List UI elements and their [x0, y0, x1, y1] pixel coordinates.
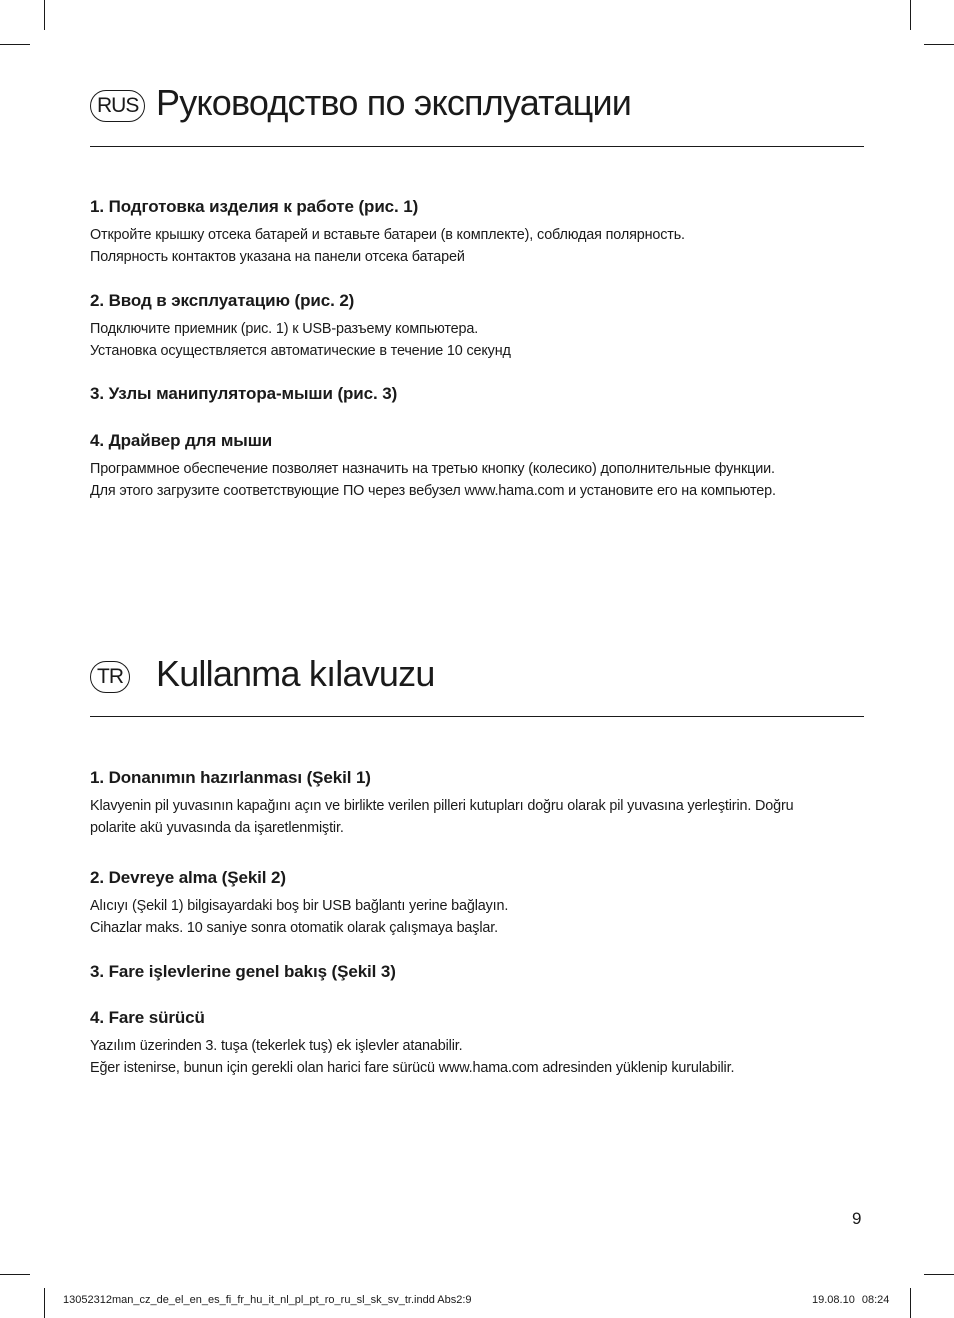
tr-section-1 [90, 768, 864, 839]
crop-mark-bottom-left [0, 1274, 30, 1275]
rus-section-3 [90, 384, 864, 404]
body-line: Alıcıyı (Şekil 1) bilgisayardaki boş bir USB bağlantı yerine bağlayın. [90, 898, 509, 914]
footer-date: 19.08.10 08:24 [812, 1294, 890, 1306]
body-line: Полярность контактов указана на панели отсека батарей [90, 248, 465, 265]
body-line: Подключите приемник (рис. 1) к USB-разъему компьютера. [90, 321, 479, 337]
body-line: Программное обеспечение позволяет назначить на третью кнопку (колесико) дополнительные функции. [90, 461, 775, 477]
tr-section-2 [90, 868, 864, 939]
section-body [90, 459, 864, 502]
crop-mark-top-left [0, 44, 30, 45]
rus-header-rule [90, 146, 864, 147]
crop-mark-top-right [924, 44, 954, 45]
body-line: Yazılım üzerinden 3. tuşa (tekerlek tuş) ek işlevler atanabilir. [90, 1038, 463, 1054]
rus-section-1 [90, 197, 864, 268]
rus-page-title: Руководство по эксплуатации [156, 82, 632, 123]
tr-section-4 [90, 1008, 864, 1079]
body-line: Eğer istenirse, bunun için gerekli olan harici fare sürücü www.hama.com adresinden yüklenip kurulabilir. [90, 1059, 735, 1076]
section-body [90, 896, 864, 939]
section-heading: 3. Узлы манипулятора-мыши (рис. 3) [90, 384, 398, 403]
body-line: Cihazlar maks. 10 saniye sonra otomatik olarak çalışmaya başlar. [90, 919, 498, 936]
section-body [90, 1036, 864, 1079]
section-heading: 4. Драйвер для мыши [90, 431, 273, 450]
page-number: 9 [852, 1209, 862, 1228]
body-line: polarite akü yuvasında da işaretlenmiştir. [90, 819, 344, 836]
section-body [90, 319, 864, 362]
section-heading: 4. Fare sürücü [90, 1008, 205, 1027]
body-line: Установка осуществляется автоматические в течение 10 секунд [90, 342, 511, 359]
tr-header-rule [90, 716, 864, 717]
footer-filename: 13052312man_cz_de_el_en_es_fi_fr_hu_it_nl_pl_pt_ro_ru_sl_sk_sv_tr.indd Abs2:9 [63, 1294, 472, 1306]
section-heading: 3. Fare işlevlerine genel bakış (Şekil 3) [90, 962, 396, 981]
rus-language-badge: RUS [90, 90, 145, 122]
tr-page-title: Kullanma kılavuzu [156, 653, 435, 694]
body-line: Откройте крышку отсека батарей и вставьте батареи (в комплекте), соблюдая полярность. [90, 227, 685, 243]
tr-language-badge: TR [90, 661, 130, 693]
section-body [90, 225, 864, 268]
section-body [90, 796, 864, 839]
section-heading: 1. Подготовка изделия к работе (рис. 1) [90, 197, 419, 216]
crop-mark-top-left [44, 0, 45, 30]
rus-section-2 [90, 291, 864, 362]
section-heading: 2. Ввод в эксплуатацию (рис. 2) [90, 291, 355, 310]
body-line: Klavyenin pil yuvasının kapağını açın ve birlikte verilen pilleri kutupları doğru olarak pil yuvasına yerleştirin. Doğru [90, 798, 794, 814]
section-heading: 1. Donanımın hazırlanması (Şekil 1) [90, 768, 371, 787]
crop-mark-top-right [910, 0, 911, 30]
section-heading: 2. Devreye alma (Şekil 2) [90, 868, 286, 887]
body-line: Для этого загрузите соответствующие ПО через вебузел www.hama.com и установите его на компьютер. [90, 482, 776, 499]
crop-mark-bottom-right [910, 1288, 911, 1318]
crop-mark-bottom-left [44, 1288, 45, 1318]
crop-mark-bottom-right [924, 1274, 954, 1275]
rus-section-4 [90, 431, 864, 502]
tr-section-3 [90, 962, 864, 982]
